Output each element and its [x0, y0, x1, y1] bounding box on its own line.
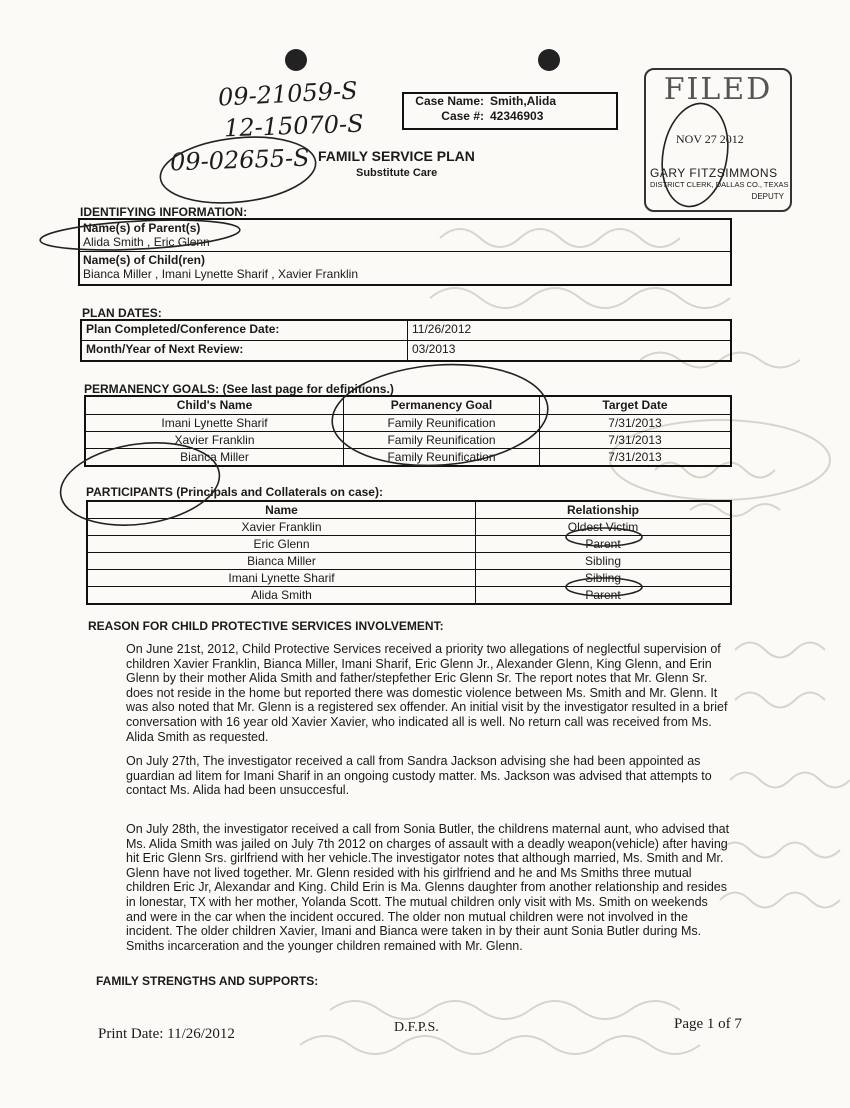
participant-name: Eric Glenn [88, 536, 476, 552]
permanency-goal: Family Reunification [344, 449, 540, 465]
identifying-table [78, 218, 732, 286]
participants-table [86, 500, 732, 605]
table-row [86, 449, 730, 465]
stamp-role: DEPUTY [751, 192, 784, 201]
table-row [88, 587, 730, 603]
plan-dates-table [80, 319, 732, 362]
participants-col-name: Name [88, 502, 476, 518]
next-review-label: Month/Year of Next Review: [82, 341, 408, 360]
permanency-target-date: 7/31/2013 [608, 433, 662, 447]
permanency-child-name: Xavier Franklin [86, 432, 344, 448]
table-row [86, 415, 730, 432]
children-value: Bianca Miller , Imani Lynette Sharif , Xavier Franklin [83, 267, 358, 281]
case-number-label: Case #: [441, 109, 484, 123]
permanency-col-date: Target Date [602, 398, 668, 412]
case-info-box [402, 92, 618, 130]
participants-heading: PARTICIPANTS (Principals and Collaterals on case): [86, 485, 383, 499]
page-number: Page 1 of 7 [674, 1016, 742, 1032]
permanency-child-name: Imani Lynette Sharif [86, 415, 344, 431]
participants-col-relationship: Relationship [566, 503, 639, 517]
stamp-date: NOV 27 2012 [676, 132, 744, 146]
agency-name: D.F.P.S. [394, 1020, 439, 1035]
reason-heading: REASON FOR CHILD PROTECTIVE SERVICES INVOLVEMENT: [88, 619, 444, 633]
permanency-table [84, 395, 732, 467]
permanency-target-date: 7/31/2013 [608, 416, 662, 430]
permanency-goal: Family Reunification [344, 432, 540, 448]
page-subtitle: Substitute Care [356, 167, 438, 179]
reason-paragraph-3: On July 28th, the investigator received a call from Sonia Butler, the childrens maternal aunt, who advised that Ms. Alida Smith was jailed on July 7th 2012 on charges of assault with a deadly weapon(vehicle) after having hit Eric Glenn Srs. girlfriend with her vehicle.The investigator notes that although married, Ms. Smith and Mr. Glenn have not lived together. Mr. Glenn resided with his girlfriend and he and Ms Smiths three mutual children Eric Jr, Alexandar and King. Child Erin is Ma. Glenns daughter from another relationship and resides in lonestar, TX with her mother, Yolanda Scott. The mutual children only visit with Ms. Smith on weekends and were in the car when the incident occured. The older non mutual children were not involved in the incident. The older children Xavier, Imani and Bianca were taken in by their aunt Sonia Butler during Ms. Smiths incarceration and the younger children remained with Mr. Glenn. [126, 822, 730, 953]
stamp-office: DISTRICT CLERK, DALLAS CO., TEXAS [650, 180, 789, 189]
participant-relationship: Parent [585, 537, 621, 551]
stamp-word: FILED [663, 72, 773, 107]
page-title: FAMILY SERVICE PLAN [318, 148, 475, 164]
permanency-heading: PERMANENCY GOALS: (See last page for definitions.) [84, 382, 394, 396]
reason-paragraph-1: On June 21st, 2012, Child Protective Services received a priority two allegations of neglectful supervision of children Xavier Franklin, Bianca Miller, Imani Sharif, Eric Glenn Jr., Alexander Glenn, King Glenn, and Erin Glenn by their mother Alida Smith and father/stepfether Eric Glenn Sr. The report notes that Mr. Glenn Sr. does not reside in the home but reported there was domestic violence between Ms. Smith and Mr. Glenn. It was also noted that Mr. Glenn is a registered sex offender. An initial visit by the investigator resulted in a brief conversation with 16 year old Xavier Xavier, who indicated all is well. No return call was received from Ms. Alida Smith as requested. [126, 642, 728, 744]
reason-paragraph-2: On July 27th, The investigator received a call from Sandra Jackson advising she had been appointed as guardian ad litem for Imani Sharif in an ongoing custody matter. Ms. Jackson was advised that attempts to contact Ms. Alida had been unsuccesful. [126, 754, 712, 798]
table-row [88, 536, 730, 553]
handwritten-case-ref-3: 09-02655-S [169, 143, 310, 177]
participant-name: Bianca Miller [88, 553, 476, 569]
handwritten-case-ref-2: 12-15070-S [223, 109, 364, 143]
participant-name: Imani Lynette Sharif [88, 570, 476, 586]
plan-dates-heading: PLAN DATES: [82, 306, 162, 320]
participant-name: Alida Smith [88, 587, 476, 603]
permanency-goal: Family Reunification [344, 415, 540, 431]
handwritten-case-ref-1: 09-21059-S [217, 76, 359, 112]
parents-value: Alida Smith , Eric Glenn [83, 235, 210, 249]
next-review-value: 03/2013 [412, 342, 456, 356]
filed-stamp [644, 68, 792, 212]
participant-relationship: Parent [585, 588, 621, 602]
plan-completed-label: Plan Completed/Conference Date: [82, 321, 408, 340]
identifying-heading: IDENTIFYING INFORMATION: [80, 205, 248, 219]
table-row [88, 570, 730, 587]
participant-relationship: Oldest Victim [567, 520, 639, 534]
permanency-col-name: Child's Name [86, 397, 344, 414]
participant-relationship: Sibling [584, 554, 622, 568]
children-label: Name(s) of Child(ren) [83, 253, 206, 267]
stamp-name: GARY FITZSIMMONS [650, 166, 778, 180]
table-row [88, 553, 730, 570]
permanency-col-goal: Permanency Goal [344, 397, 540, 414]
case-number-value: 42346903 [490, 109, 544, 123]
case-name-label: Case Name: [415, 94, 484, 108]
participant-relationship: Sibling [584, 571, 622, 585]
strengths-heading: FAMILY STRENGTHS AND SUPPORTS: [96, 974, 319, 988]
print-date: Print Date: 11/26/2012 [98, 1026, 235, 1042]
table-row [88, 519, 730, 536]
participants-header-row [88, 502, 730, 519]
plan-completed-value: 11/26/2012 [412, 322, 472, 336]
case-name-value: Smith,Alida [490, 94, 557, 108]
participant-name: Xavier Franklin [88, 519, 476, 535]
parents-label: Name(s) of Parent(s) [83, 221, 201, 235]
table-row [86, 432, 730, 449]
permanency-header-row [86, 397, 730, 415]
permanency-child-name: Bianca Miller [86, 449, 344, 465]
permanency-target-date: 7/31/2013 [608, 450, 662, 464]
